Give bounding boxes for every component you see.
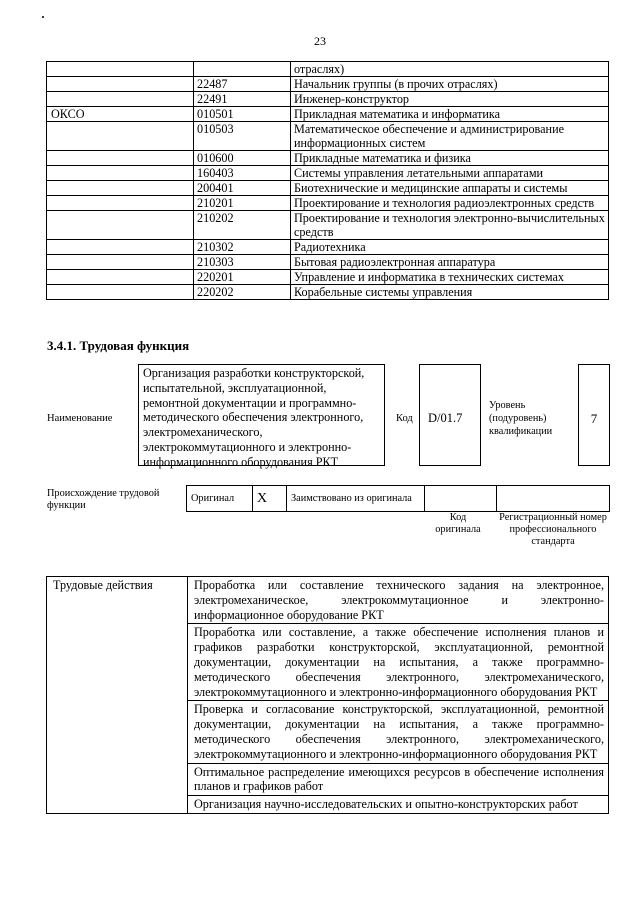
- codes-name-cell: Инженер-конструктор: [291, 92, 609, 107]
- scan-speck: [42, 16, 44, 18]
- qualification-level-value: 7: [578, 364, 610, 466]
- origin-caption-reg: Регистрационный номер профессионального стандарта: [499, 512, 607, 547]
- codes-name-cell: Математическое обеспечение и администрирование информационных систем: [291, 122, 609, 151]
- codes-name-cell: отраслях): [291, 62, 609, 77]
- function-name-value: Организация разработки конструкторской, испытательной, эксплуатационной, ремонтной документации и программно-методического обеспечения электронного, электромеханического, электрокоммутационного и электронно-информационного оборудования РКТ: [138, 364, 385, 466]
- table-row: [47, 181, 609, 196]
- actions-label: Трудовые действия: [47, 577, 188, 814]
- table-row: [47, 240, 609, 255]
- qualification-level-label: [489, 399, 573, 438]
- function-name-label: Наименование: [47, 413, 113, 424]
- codes-code-cell: 220201: [194, 270, 291, 285]
- codes-name-cell: Управление и информатика в технических системах: [291, 270, 609, 285]
- codes-name-cell: Биотехнические и медицинские аппараты и системы: [291, 181, 609, 196]
- codes-group-cell: [47, 181, 194, 196]
- codes-code-cell: 160403: [194, 166, 291, 181]
- codes-group-cell: [47, 122, 194, 151]
- codes-group-cell: [47, 240, 194, 255]
- codes-table: [46, 61, 609, 300]
- codes-group-cell: [47, 77, 194, 92]
- table-row: [47, 577, 609, 624]
- codes-code-cell: 210303: [194, 255, 291, 270]
- codes-name-cell: Прикладная математика и информатика: [291, 107, 609, 122]
- section-title: 3.4.1. Трудовая функция: [47, 338, 190, 353]
- codes-name-cell: Радиотехника: [291, 240, 609, 255]
- table-row: [47, 62, 609, 77]
- origin-table: [186, 485, 610, 512]
- table-row: [47, 92, 609, 107]
- action-item: Проверка и согласование конструкторской, эксплуатационной, ремонтной документации, документации на испытания, а также программно-методического обеспечения электронного, электромеханического, электрокоммутационного и электронно-информационного оборудования РКТ: [188, 701, 609, 763]
- table-row: [47, 166, 609, 181]
- action-item: Оптимальное распределение имеющихся ресурсов в обеспечение исполнения планов и графиков работ: [188, 763, 609, 796]
- codes-code-cell: 210202: [194, 211, 291, 240]
- table-row: [47, 107, 609, 122]
- page-cut-mask: [0, 830, 640, 905]
- codes-code-cell: [194, 62, 291, 77]
- codes-name-cell: Корабельные системы управления: [291, 285, 609, 300]
- codes-code-cell: 200401: [194, 181, 291, 196]
- action-item: Организация научно-исследовательских и опытно-конструкторских работ: [188, 796, 609, 814]
- codes-group-cell: [47, 166, 194, 181]
- origin-label: [47, 488, 175, 512]
- origin-borrowed-label: Заимствовано из оригинала: [287, 486, 425, 512]
- codes-group-cell: [47, 255, 194, 270]
- codes-group-cell: [47, 92, 194, 107]
- codes-name-cell: Проектирование и технология электронно-вычислительных средств: [291, 211, 609, 240]
- codes-name-cell: Начальник группы (в прочих отраслях): [291, 77, 609, 92]
- function-code-label: Код: [396, 413, 413, 424]
- codes-code-cell: 010503: [194, 122, 291, 151]
- codes-name-cell: Бытовая радиоэлектронная аппаратура: [291, 255, 609, 270]
- codes-group-cell: [47, 196, 194, 211]
- action-item: Проработка или составление, а также обеспечение исполнения планов и графиков разработки конструкторской, эксплуатационной, ремонтной документации, документации на испытания, а также программно-методического обеспечения электронного, электромеханического, электрокоммутационного и электронно-информационного оборудования РКТ: [188, 624, 609, 701]
- codes-code-cell: 010600: [194, 151, 291, 166]
- function-code-value: D/01.7: [419, 364, 481, 466]
- codes-group-cell: [47, 285, 194, 300]
- codes-code-cell: 22487: [194, 77, 291, 92]
- table-row: [47, 255, 609, 270]
- table-row: [47, 77, 609, 92]
- codes-code-cell: 210302: [194, 240, 291, 255]
- origin-label-text: Происхождение трудовой функции: [47, 488, 160, 511]
- table-row: [47, 285, 609, 300]
- codes-name-cell: Системы управления летательными аппаратами: [291, 166, 609, 181]
- action-item: Проработка или составление технического задания на электронное, электромеханическое, электрокоммутационное и электронно-информационное оборудование РКТ: [188, 577, 609, 624]
- table-row: [47, 196, 609, 211]
- table-row: [47, 122, 609, 151]
- origin-original-label: Оригинал: [187, 486, 253, 512]
- page-number: 23: [314, 34, 326, 48]
- origin-original-mark: X: [253, 486, 287, 512]
- qualification-level-label-text: Уровень (подуровень) квалификации: [489, 400, 553, 437]
- origin-code-cell: [425, 486, 497, 512]
- codes-code-cell: 210201: [194, 196, 291, 211]
- actions-table: [46, 576, 609, 814]
- table-row: [47, 270, 609, 285]
- codes-code-cell: 220202: [194, 285, 291, 300]
- codes-group-cell: [47, 151, 194, 166]
- codes-name-cell: Прикладные математика и физика: [291, 151, 609, 166]
- origin-caption-code: Код оригинала: [435, 512, 481, 535]
- codes-group-cell: [47, 62, 194, 77]
- codes-group-cell: [47, 270, 194, 285]
- codes-group-cell: [47, 211, 194, 240]
- codes-name-cell: Проектирование и технология радиоэлектронных средств: [291, 196, 609, 211]
- origin-reg-cell: [497, 486, 610, 512]
- table-row: [47, 211, 609, 240]
- table-row: [47, 151, 609, 166]
- codes-group-cell: ОКСО: [47, 107, 194, 122]
- codes-code-cell: 22491: [194, 92, 291, 107]
- codes-code-cell: 010501: [194, 107, 291, 122]
